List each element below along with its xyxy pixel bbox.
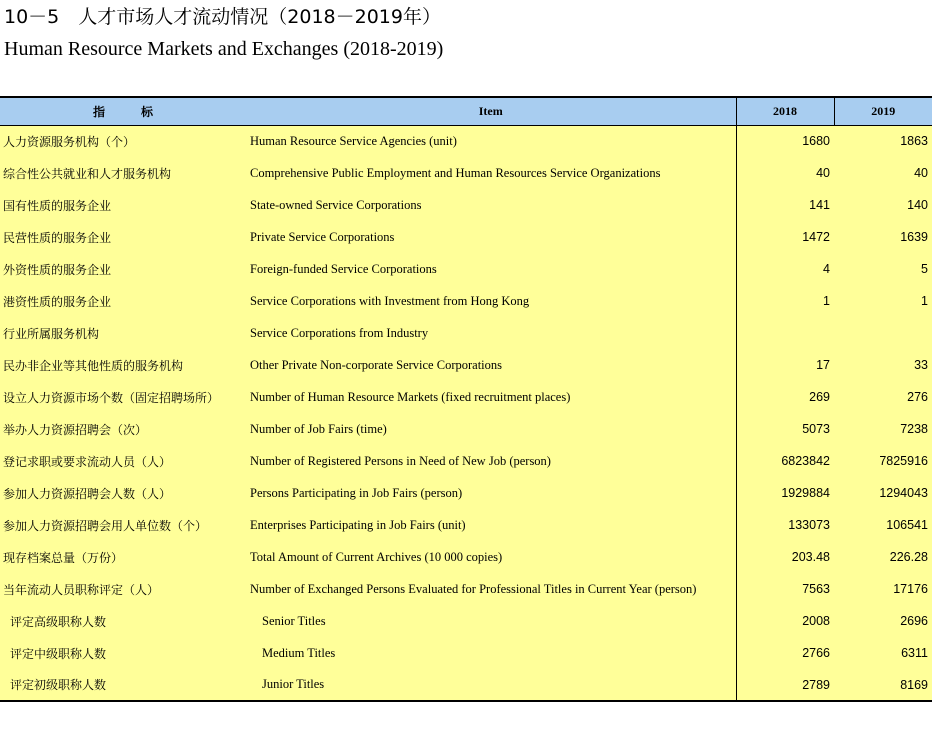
row-label-chinese: 综合性公共就业和人才服务机构	[3, 166, 172, 181]
value-2019: 1	[921, 294, 928, 308]
value-2018: 1472	[736, 221, 834, 253]
row-label-english: Other Private Non-corporate Service Corporations	[250, 357, 503, 372]
value-2018: 203.48	[736, 541, 834, 573]
table-title-english: Human Resource Markets and Exchanges (2018-2019)	[4, 38, 444, 60]
row-label-english: Human Resource Service Agencies (unit)	[250, 133, 457, 148]
row-label-chinese: 国有性质的服务企业	[3, 198, 112, 213]
header-year-2018: 2018	[736, 97, 834, 125]
value-2019: 276	[907, 390, 928, 404]
table-row	[0, 541, 932, 573]
row-label-english: Number of Job Fairs (time)	[250, 421, 387, 436]
value-2018: 40	[736, 157, 834, 189]
value-2019: 5	[921, 262, 928, 276]
table-row	[0, 125, 932, 157]
row-label-chinese: 港资性质的服务企业	[3, 294, 112, 309]
value-2019: 1294043	[879, 486, 928, 500]
value-2019: 7238	[900, 422, 928, 436]
table-row	[0, 445, 932, 477]
value-2019	[834, 317, 932, 349]
row-label-chinese: 参加人力资源招聘会用人单位数（个）	[3, 518, 208, 533]
table-row	[0, 253, 932, 285]
value-2018: 5073	[736, 413, 834, 445]
value-2018: 2766	[736, 637, 834, 669]
header-row	[0, 97, 932, 125]
row-label-chinese: 设立人力资源市场个数（固定招聘场所）	[3, 390, 220, 405]
value-2018: 1	[736, 285, 834, 317]
table-row	[0, 349, 932, 381]
value-2018: 17	[736, 349, 834, 381]
row-label-english: Private Service Corporations	[250, 229, 395, 244]
row-label-english: Number of Exchanged Persons Evaluated for Professional Titles in Current Year (person)	[250, 581, 697, 596]
value-2018: 1929884	[736, 477, 834, 509]
row-label-chinese: 参加人力资源招聘会人数（人）	[3, 486, 172, 501]
header-item: Item	[246, 97, 736, 125]
row-label-english: Service Corporations from Industry	[250, 325, 429, 340]
row-label-english: Number of Human Resource Markets (fixed recruitment places)	[250, 389, 571, 404]
table-row	[0, 509, 932, 541]
row-label-english: Enterprises Participating in Job Fairs (unit)	[250, 517, 466, 532]
table-row	[0, 221, 932, 253]
value-2019: 2696	[900, 614, 928, 628]
table-row	[0, 381, 932, 413]
statistics-table	[0, 96, 932, 702]
table-row	[0, 605, 932, 637]
row-label-chinese: 民办非企业等其他性质的服务机构	[3, 358, 184, 373]
row-label-english: State-owned Service Corporations	[250, 197, 422, 212]
value-2018: 133073	[736, 509, 834, 541]
value-2018: 6823842	[736, 445, 834, 477]
row-label-english: Number of Registered Persons in Need of New Job (person)	[250, 453, 551, 468]
row-label-english: Medium Titles	[262, 645, 336, 660]
table-row	[0, 157, 932, 189]
row-label-english: Foreign-funded Service Corporations	[250, 261, 437, 276]
row-label-english: Junior Titles	[246, 669, 736, 701]
table-title-chinese: 10－5 人才市场人才流动情况（2018－2019年）	[4, 6, 441, 28]
row-label-chinese: 举办人力资源招聘会（次）	[3, 422, 148, 437]
value-2018: 1680	[736, 125, 834, 157]
value-2019: 17176	[893, 582, 928, 596]
row-label-chinese: 民营性质的服务企业	[3, 230, 112, 245]
row-label-chinese: 评定初级职称人数	[0, 669, 246, 701]
row-label-chinese: 行业所属服务机构	[3, 326, 100, 341]
row-label-chinese: 当年流动人员职称评定（人）	[3, 582, 160, 597]
table-row	[0, 317, 932, 349]
value-2019: 1863	[900, 134, 928, 149]
value-2018: 2789	[736, 669, 834, 701]
value-2018: 141	[736, 189, 834, 221]
value-2019: 7825916	[879, 454, 928, 468]
row-label-english: Senior Titles	[262, 613, 326, 628]
value-2019: 33	[914, 358, 928, 372]
row-label-chinese: 外资性质的服务企业	[3, 262, 112, 277]
row-label-chinese: 评定中级职称人数	[10, 646, 107, 661]
table-row	[0, 285, 932, 317]
row-label-chinese: 现存档案总量（万份）	[3, 550, 124, 565]
row-label-chinese: 人力资源服务机构（个）	[3, 134, 136, 149]
value-2018: 7563	[736, 573, 834, 605]
value-2018: 4	[736, 253, 834, 285]
row-label-chinese: 评定高级职称人数	[10, 614, 107, 629]
value-2018: 2008	[736, 605, 834, 637]
table-row	[0, 637, 932, 669]
table-row	[0, 477, 932, 509]
table-header	[0, 97, 932, 125]
value-2019: 8169	[834, 669, 932, 701]
value-2019: 226.28	[889, 550, 928, 564]
row-label-english: Comprehensive Public Employment and Human Resources Service Organizations	[250, 165, 661, 180]
value-2019: 1639	[900, 230, 928, 244]
header-year-2019: 2019	[834, 97, 932, 125]
value-2019: 106541	[886, 518, 928, 532]
row-label-english: Service Corporations with Investment from Hong Kong	[250, 293, 530, 308]
table-body	[0, 125, 932, 701]
row-label-chinese: 登记求职或要求流动人员（人）	[3, 454, 172, 469]
value-2019: 40	[914, 166, 928, 180]
table-row	[0, 413, 932, 445]
value-2018: 269	[736, 381, 834, 413]
row-label-english: Persons Participating in Job Fairs (person)	[250, 485, 463, 500]
table-row	[0, 189, 932, 221]
header-indicator: 指 标	[0, 97, 246, 125]
value-2019: 140	[907, 198, 928, 212]
table-row	[0, 573, 932, 605]
value-2018	[736, 317, 834, 349]
table-row	[0, 669, 932, 701]
row-label-english: Total Amount of Current Archives (10 000 copies)	[250, 549, 503, 564]
value-2019: 6311	[901, 646, 928, 660]
